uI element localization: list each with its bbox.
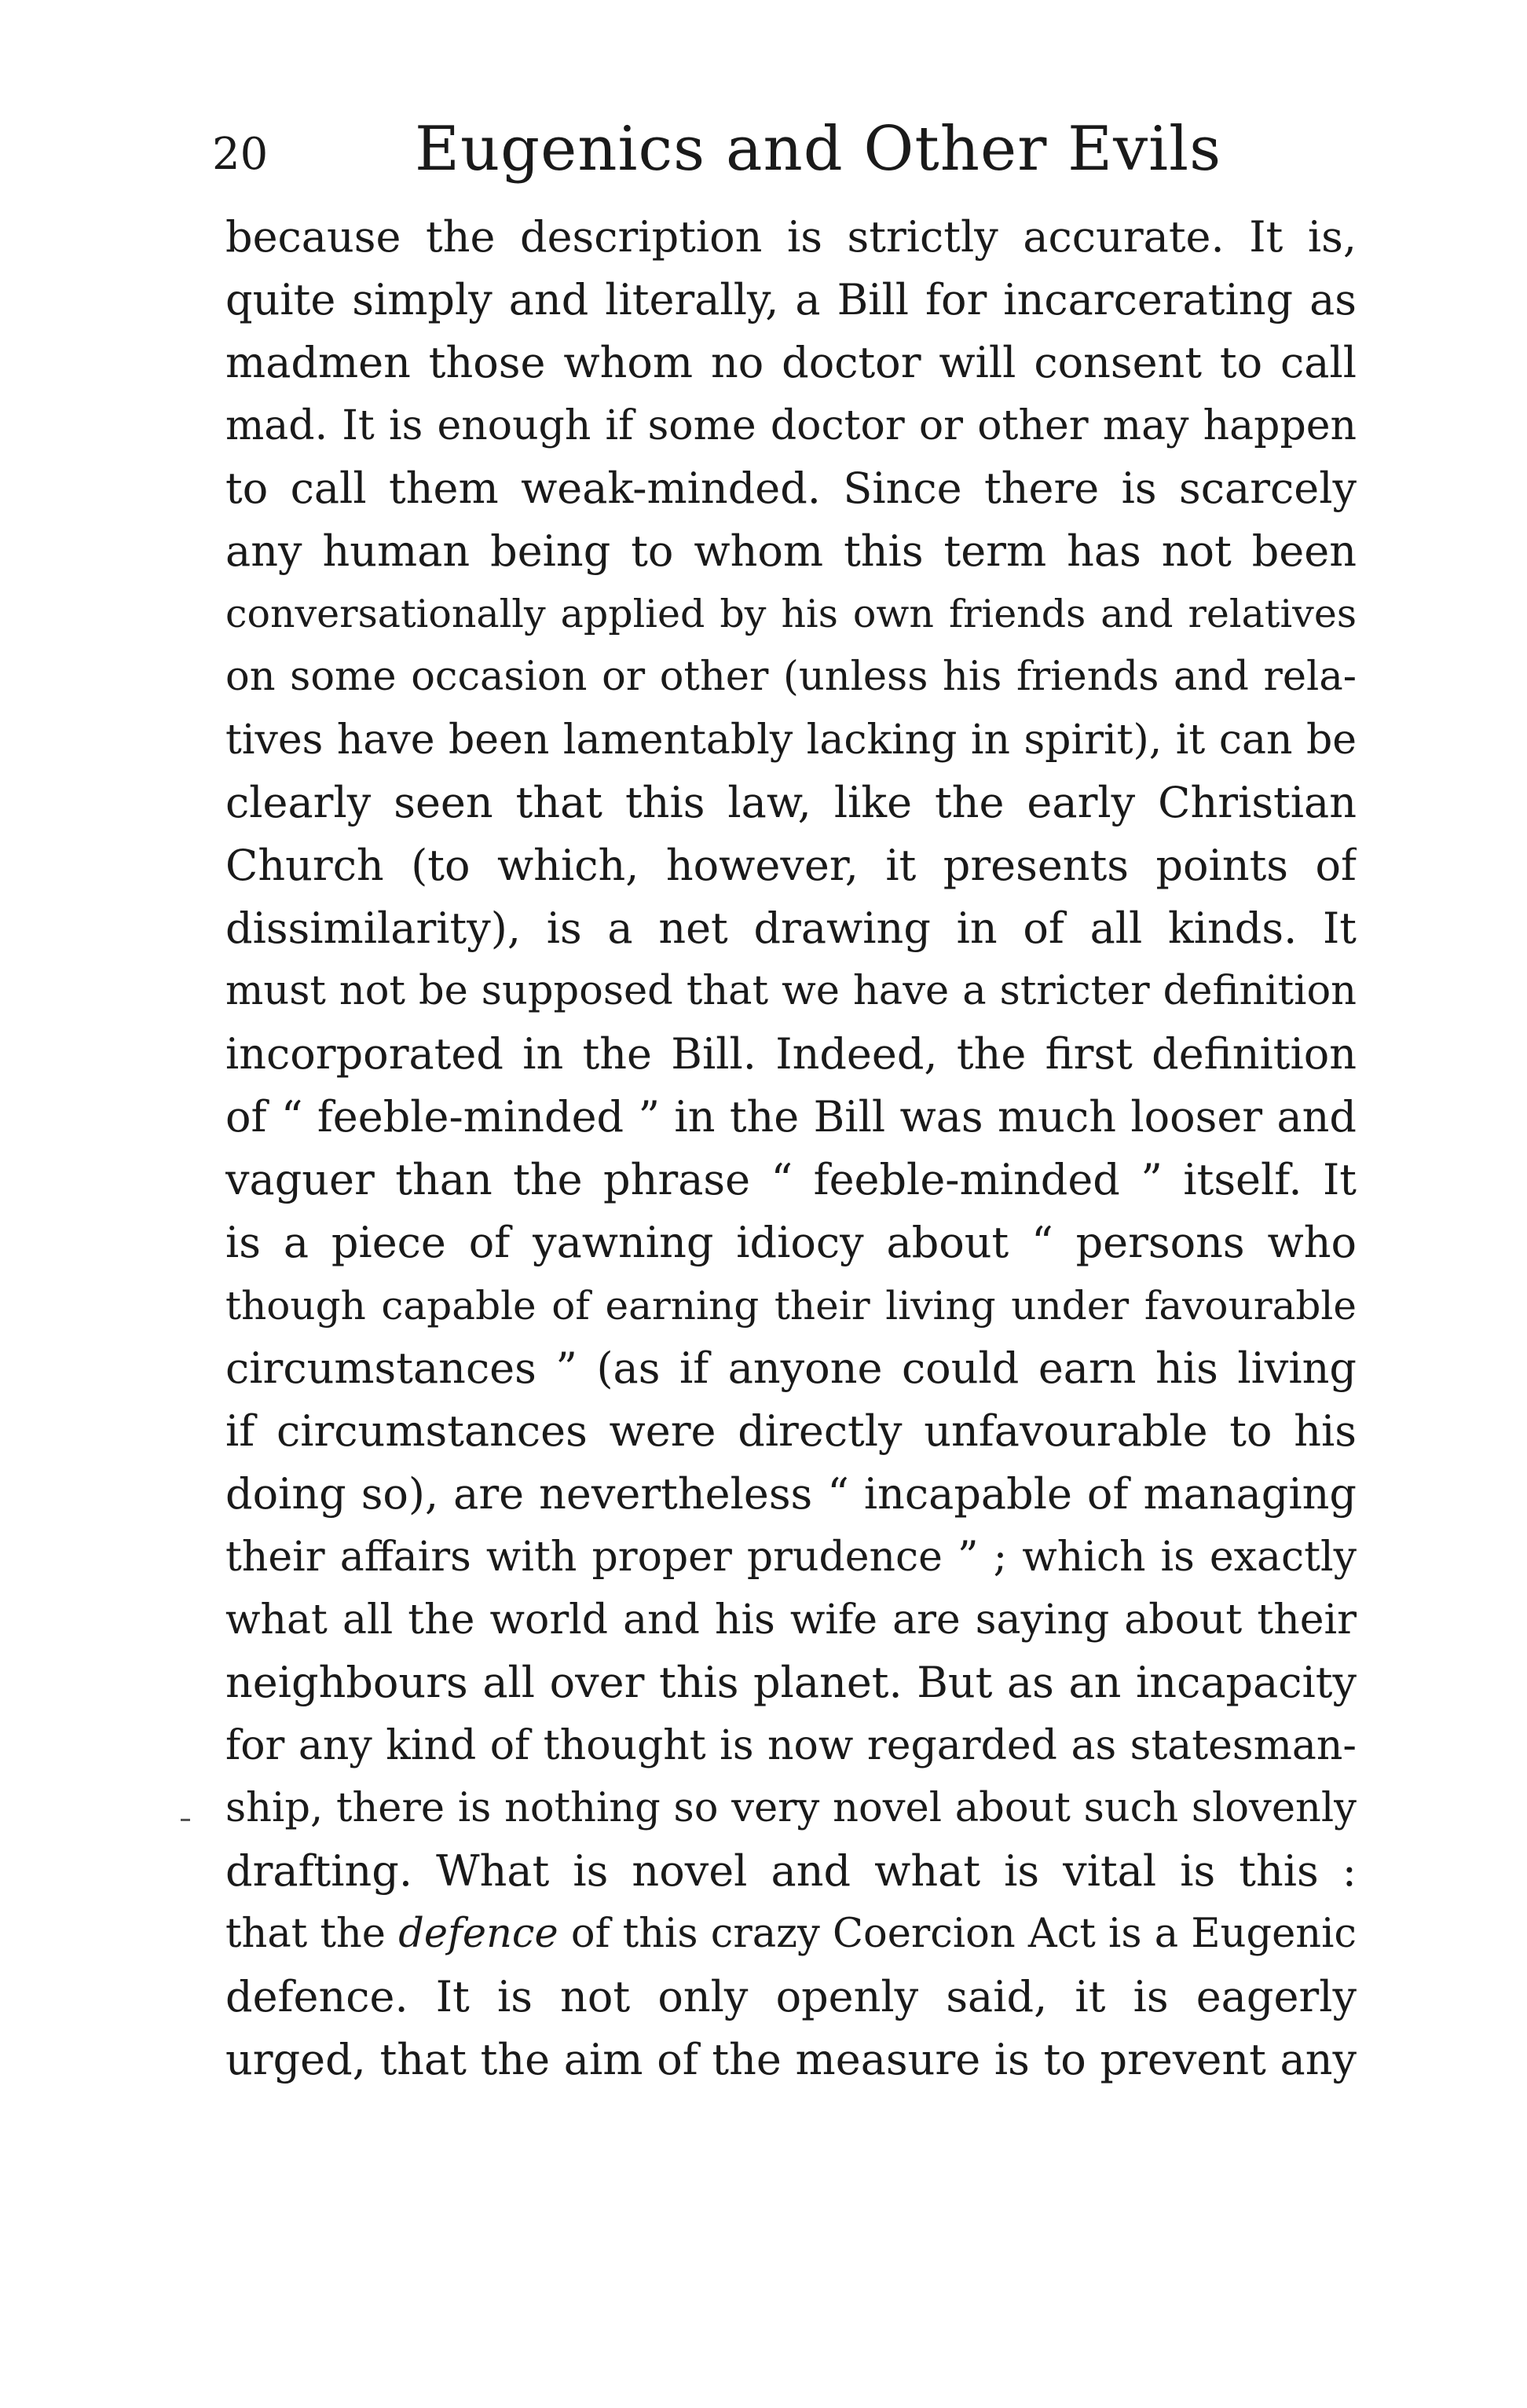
text-line: on some occasion or other (unless his friends and rela-: [225, 654, 1357, 700]
text-line: drafting. What is novel and what is vital is this :: [225, 1846, 1357, 1896]
text-line: any human being to whom this term has not been: [225, 526, 1357, 576]
text-line: neighbours all over this planet. But as an incapacity: [225, 1658, 1357, 1707]
text-line: ship, there is nothing so very novel about such slovenly: [225, 1785, 1357, 1831]
text-line: their affairs with proper prudence ” ; which is exactly: [225, 1534, 1357, 1581]
text-line: though capable of earning their living under favourable: [225, 1283, 1357, 1329]
text-line: quite simply and literally, a Bill for incarcerating as: [225, 275, 1357, 324]
text-line: because the description is strictly accurate. It is,: [225, 212, 1357, 262]
text-line: clearly seen that this law, like the early Christian: [225, 778, 1357, 827]
text-line: for any kind of thought is now regarded as statesman-: [225, 1722, 1357, 1769]
text-line: what all the world and his wife are saying about their: [225, 1596, 1357, 1644]
text-line: that the defence of this crazy Coercion Act is a Eugenic: [225, 1911, 1357, 1957]
text-line: madmen those whom no doctor will consent to call: [225, 338, 1357, 387]
text-line: if circumstances were directly unfavourable to his: [225, 1406, 1357, 1456]
text-line: defence. It is not only openly said, it is eagerly: [225, 1972, 1357, 2021]
text-line: of “ feeble-minded ” in the Bill was much looser and: [225, 1092, 1357, 1142]
text-line: must not be supposed that we have a stricter definition: [225, 968, 1357, 1014]
text-line: dissimilarity), is a net drawing in of all kinds. It: [225, 903, 1357, 953]
text-line: tives have been lamentably lacking in spirit), it can be: [225, 717, 1357, 764]
text-line: circumstances ” (as if anyone could earn his living: [225, 1343, 1357, 1393]
text-line: incorporated in the Bill. Indeed, the first definition: [225, 1029, 1357, 1079]
italic-emphasis: defence: [398, 1911, 558, 1957]
text-line: to call them weak-minded. Since there is scarcely: [225, 464, 1357, 513]
text-line: mad. It is enough if some doctor or other may happen: [225, 402, 1357, 449]
text-line: doing so), are nevertheless “ incapable of managing: [225, 1469, 1357, 1519]
margin-mark: [181, 1819, 190, 1821]
text-line: Church (to which, however, it presents points of: [225, 841, 1357, 890]
text-line: urged, that the aim of the measure is to prevent any: [225, 2035, 1357, 2084]
text-line: is a piece of yawning idiocy about “ persons who: [225, 1218, 1357, 1267]
page-number: 20: [212, 129, 269, 180]
text-line: vaguer than the phrase “ feeble-minded ” itself. It: [225, 1155, 1357, 1204]
running-head: [212, 106, 1367, 200]
text-line: conversationally applied by his own friends and relatives: [225, 592, 1357, 636]
book-title: Eugenics and Other Evils: [415, 114, 1222, 185]
body-paragraph: [225, 206, 1357, 2091]
